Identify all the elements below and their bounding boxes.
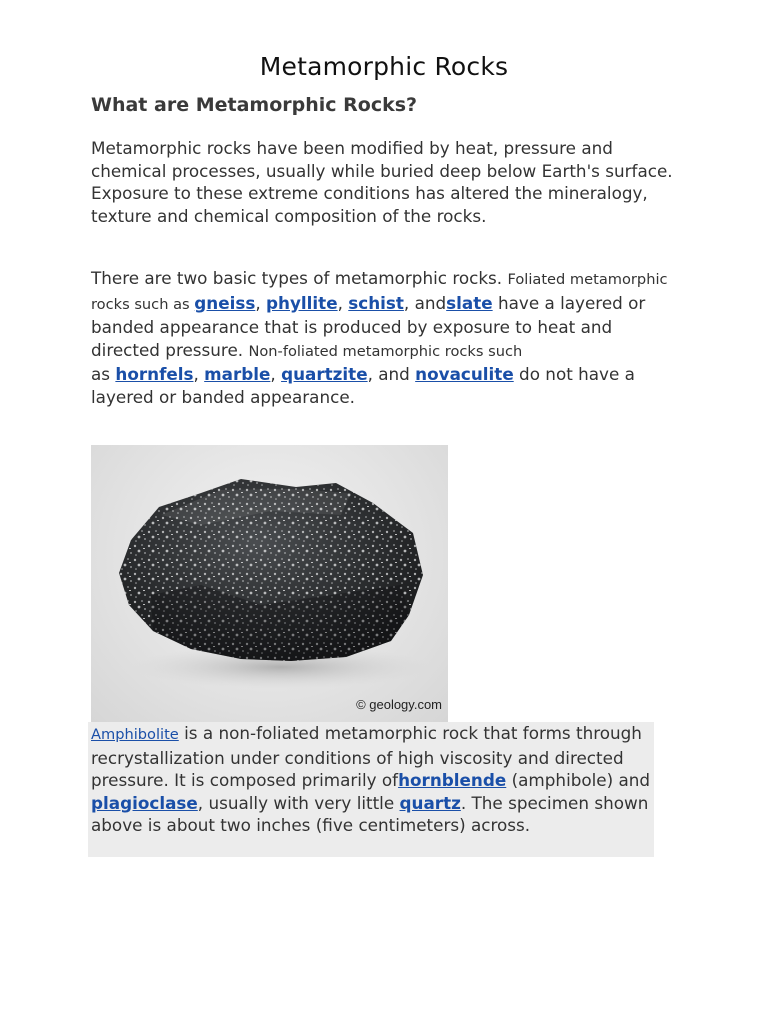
caption-text-3: , usually with very little bbox=[197, 792, 400, 813]
section-heading: What are Metamorphic Rocks? bbox=[91, 94, 418, 116]
photo-caption bbox=[91, 722, 651, 837]
link-gneiss[interactable]: gneiss bbox=[194, 292, 256, 313]
separator: , bbox=[270, 364, 282, 385]
amphibolite-rock-image bbox=[91, 445, 448, 722]
nonfoliated-description: do not have a layered or banded appearance. bbox=[91, 364, 635, 407]
caption-text-1: is a non-foliated metamorphic rock that forms through recrystallization under conditions of high viscosity and directed pressure. It is composed primarily of bbox=[91, 723, 642, 791]
link-novaculite[interactable]: novaculite bbox=[415, 364, 514, 385]
link-plagioclase[interactable]: plagioclase bbox=[91, 792, 198, 813]
intro-paragraph: Metamorphic rocks have been modified by heat, pressure and chemical processes, usually while buried deep below Earth's surface. Exposure to these extreme conditions has altered the mineralogy, texture and chemical composition of the rocks. bbox=[91, 138, 673, 226]
page-title: Metamorphic Rocks bbox=[259, 52, 509, 81]
link-quartz[interactable]: quartz bbox=[399, 792, 461, 813]
types-intro-text: There are two basic types of metamorphic rocks. bbox=[91, 268, 508, 288]
rock-photo bbox=[91, 445, 448, 722]
foliated-label: Foliated metamorphic rocks such as bbox=[91, 271, 668, 313]
separator: , and bbox=[367, 364, 416, 385]
separator: , bbox=[193, 364, 205, 385]
link-marble[interactable]: marble bbox=[204, 364, 271, 385]
foliated-description: have a layered or banded appearance that is produced by exposure to heat and directed pressure. bbox=[91, 292, 646, 360]
link-quartzite[interactable]: quartzite bbox=[281, 364, 368, 385]
separator: , and bbox=[403, 292, 447, 313]
photo-caption-box bbox=[88, 722, 654, 857]
link-schist[interactable]: schist bbox=[348, 292, 404, 313]
as-word: as bbox=[91, 364, 116, 385]
link-amphibolite[interactable]: Amphibolite bbox=[91, 726, 179, 743]
link-hornblende[interactable]: hornblende bbox=[398, 770, 507, 791]
caption-text-2: (amphibole) and bbox=[506, 770, 651, 791]
types-paragraph bbox=[91, 267, 681, 409]
photo-watermark: © geology.com bbox=[356, 697, 442, 712]
nonfoliated-label: Non-foliated metamorphic rocks such bbox=[248, 342, 523, 360]
separator: , bbox=[337, 292, 349, 313]
separator: , bbox=[255, 292, 267, 313]
link-hornfels[interactable]: hornfels bbox=[115, 364, 194, 385]
caption-text-4: . The specimen shown above is about two inches (five centimeters) across. bbox=[91, 792, 649, 836]
link-phyllite[interactable]: phyllite bbox=[266, 292, 338, 313]
link-slate[interactable]: slate bbox=[446, 292, 493, 313]
